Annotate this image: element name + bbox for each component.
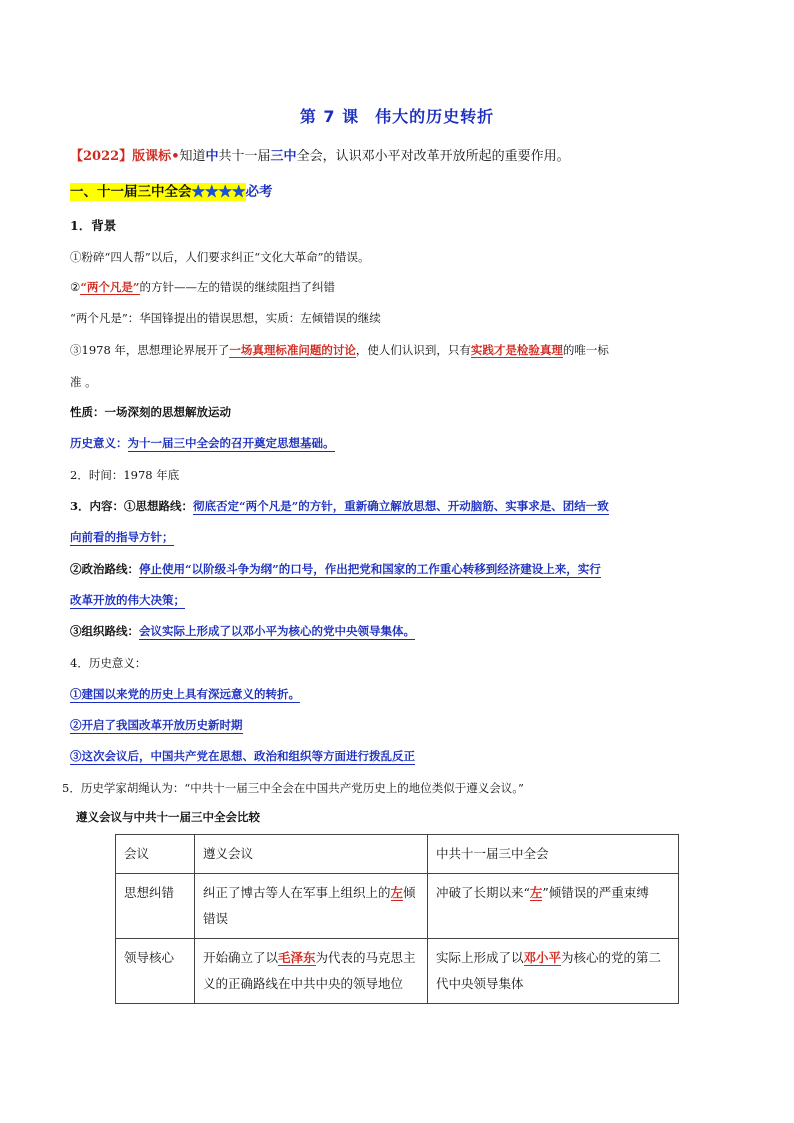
text: 实际上形成了以 — [436, 950, 524, 965]
text: ”倾错误的严重束缚 — [542, 885, 649, 900]
background-line-4-cont: 准 。 — [70, 375, 97, 389]
background-line-3: “两个凡是”：华国锋提出的错误思想，实质：左倾错误的继续 — [70, 311, 381, 325]
text: 开始确立了以 — [203, 950, 279, 965]
text: 冲破了长期以来“ — [436, 885, 530, 900]
content-route-3 — [70, 622, 415, 640]
key-sentence: 彻底否定“两个凡是”的方针，重新确立解放思想、开动脑筋、实事求是、团结一致 — [193, 499, 609, 513]
section-title: 一、十一届三中全会 — [70, 184, 192, 200]
text: 为核心的党的第二代中央领导集体 — [436, 950, 662, 991]
table-cell — [195, 939, 428, 1004]
text: 为代表的马克思主义的正确路线在中共中央的领导地位 — [203, 950, 416, 991]
table-header-row — [116, 835, 679, 874]
header-cell: 遵义会议 — [195, 835, 428, 874]
key-term: 毛泽东 — [278, 950, 316, 965]
key-sentence: 为十一届三中全会的召开奠定思想基础。 — [127, 436, 335, 450]
key-sentence: 向前看的指导方针； — [70, 530, 174, 544]
must-test-label: 必考 — [245, 184, 273, 200]
key-sentence: ①建国以来党的历史上具有深远意义的转折。 — [70, 687, 300, 701]
key-term: 左 — [529, 885, 543, 900]
content-route-1 — [70, 497, 609, 515]
standard-text: ，认识邓小平对改革开放所起的重要作用。 — [322, 149, 570, 164]
lesson-name: 伟大的历史转折 — [375, 107, 495, 126]
nature-line: 性质：一场深刻的思想解放运动 — [70, 405, 231, 419]
standard-text: 共十一届 — [218, 149, 271, 164]
meaning-line — [70, 434, 335, 452]
route-label: ①思想路线： — [124, 499, 194, 513]
table-row — [116, 939, 679, 1004]
text: ，使人们认识到，只有 — [355, 343, 471, 357]
row-label: 思想纠错 — [116, 874, 195, 939]
time-line: 2．时间：1978 年底 — [70, 468, 180, 482]
content-route-2 — [70, 560, 601, 578]
lesson-title — [0, 104, 794, 127]
content-route-1-cont — [70, 528, 174, 546]
standard-text: 全会 — [296, 149, 323, 164]
row-label: 领导核心 — [116, 939, 195, 1004]
key-term: 实践才是检验真理 — [470, 343, 563, 357]
background-heading: 1．背景 — [70, 218, 117, 233]
text: ② — [70, 280, 81, 294]
section-heading — [70, 183, 273, 201]
text: 纠正了博古等人在军事上组织上的 — [203, 885, 391, 900]
key-sentence: ③这次会议后，中国共产党在思想、政治和组织等方面进行拨乱反正 — [70, 749, 415, 763]
key-sentence: 会议实际上形成了以邓小平为核心的党中央领导集体。 — [139, 624, 415, 638]
standard-bold: 中 — [205, 149, 219, 164]
route-label: ②政治路线： — [70, 562, 139, 576]
significance-2 — [70, 716, 243, 734]
text: ③1978 年，思想理论界展开了 — [70, 343, 230, 357]
content-route-2-cont — [70, 591, 185, 609]
key-sentence: 改革开放的伟大决策； — [70, 593, 185, 607]
bullet-dot: • — [171, 149, 180, 164]
comparison-table — [115, 834, 679, 1004]
table-cell — [428, 939, 679, 1004]
key-sentence: 停止使用“以阶级斗争为纲”的口号，作出把党和国家的工作重心转移到经济建设上来，实行 — [139, 562, 601, 576]
significance-1 — [70, 685, 300, 703]
table-cell — [428, 874, 679, 939]
background-line-4 — [70, 341, 609, 359]
table-row — [116, 874, 679, 939]
table-cell — [195, 874, 428, 939]
standard-bold: 三中 — [270, 149, 297, 164]
key-term: 邓小平 — [523, 950, 562, 965]
lesson-number: 第 7 课 — [299, 107, 360, 126]
standard-tag: 【2022】版课标 — [70, 149, 172, 164]
key-term: “两个凡是” — [80, 280, 140, 294]
key-term: 左 — [390, 885, 404, 900]
route-label: ③组织路线： — [70, 624, 139, 638]
key-term: 一场真理标准问题的讨论 — [229, 343, 356, 357]
background-line-1: ①粉碎“四人帮”以后，人们要求纠正“文化大革命”的错误。 — [70, 250, 370, 264]
header-cell: 会议 — [116, 835, 195, 874]
text: 的方针——左的错误的继续阻挡了纠错 — [139, 280, 336, 294]
label: 历史意义： — [70, 436, 128, 450]
significance-heading: 4．历史意义： — [70, 656, 147, 670]
text: 的唯一标 — [562, 343, 609, 357]
importance-stars: ★★★★ — [191, 184, 246, 200]
comparison-title: 遵义会议与中共十一届三中全会比较 — [76, 810, 260, 824]
background-line-2 — [70, 278, 335, 296]
key-sentence: ②开启了我国改革开放历史新时期 — [70, 718, 243, 732]
label: 3．内容： — [70, 499, 125, 513]
significance-3 — [70, 747, 415, 765]
text: 倾错误 — [203, 885, 416, 926]
curriculum-standard — [70, 148, 570, 166]
header-cell: 中共十一届三中全会 — [428, 835, 679, 874]
standard-text: 知道 — [179, 149, 206, 164]
historian-quote: 5．历史学家胡绳认为：“中共十一届三中全会在中国共产党历史上的地位类似于遵义会议。” — [62, 781, 524, 795]
